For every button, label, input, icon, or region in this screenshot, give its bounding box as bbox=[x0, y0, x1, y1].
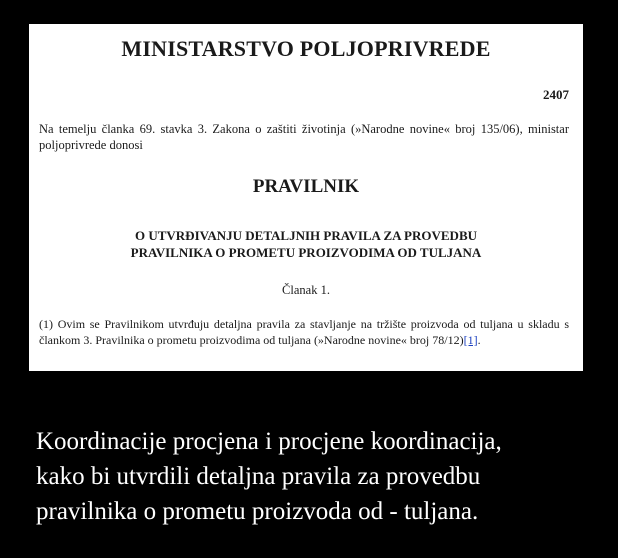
subtitle-line-2: PRAVILNIKA O PROMETU PROIZVODIMA OD TULJANA bbox=[130, 245, 482, 260]
subtitle-line-1: O UTVRĐIVANJU DETALJNIH PRAVILA ZA PROVEDBU bbox=[134, 228, 478, 243]
document-image bbox=[29, 24, 583, 371]
article-paragraph bbox=[39, 316, 569, 348]
document-subtitle bbox=[49, 227, 563, 261]
article-paragraph-text: (1) Ovim se Pravilnikom utvrđuju detaljna pravila za stavljanje na tržište proizvoda od tuljana u skladu s člankom 3. Pravilnika o prometu proizvodima od tuljana (»Narodne novine« broj 78/12) bbox=[39, 317, 569, 347]
caption-line-1: Koordinacije procjena i procjene koordinacija, bbox=[36, 428, 502, 455]
document-title: PRAVILNIK bbox=[252, 176, 360, 197]
intro-paragraph: Na temelju članka 69. stavka 3. Zakona o zaštiti životinja (»Narodne novine« broj 135/06), ministar poljoprivrede donosi bbox=[39, 122, 569, 152]
document-number: 2407 bbox=[543, 87, 569, 102]
caption-line-2: kako bi utvrdili detaljna pravila za provedbu bbox=[36, 463, 481, 490]
caption-line-3: pravilnika o prometu proizvoda od - tuljana. bbox=[36, 498, 479, 525]
article-paragraph-end: . bbox=[477, 333, 481, 347]
ministry-heading: MINISTARSTVO POLJOPRIVREDE bbox=[121, 36, 491, 61]
article-heading: Članak 1. bbox=[282, 283, 330, 297]
footnote-link[interactable]: [1] bbox=[463, 333, 478, 347]
meme-caption bbox=[36, 424, 606, 529]
